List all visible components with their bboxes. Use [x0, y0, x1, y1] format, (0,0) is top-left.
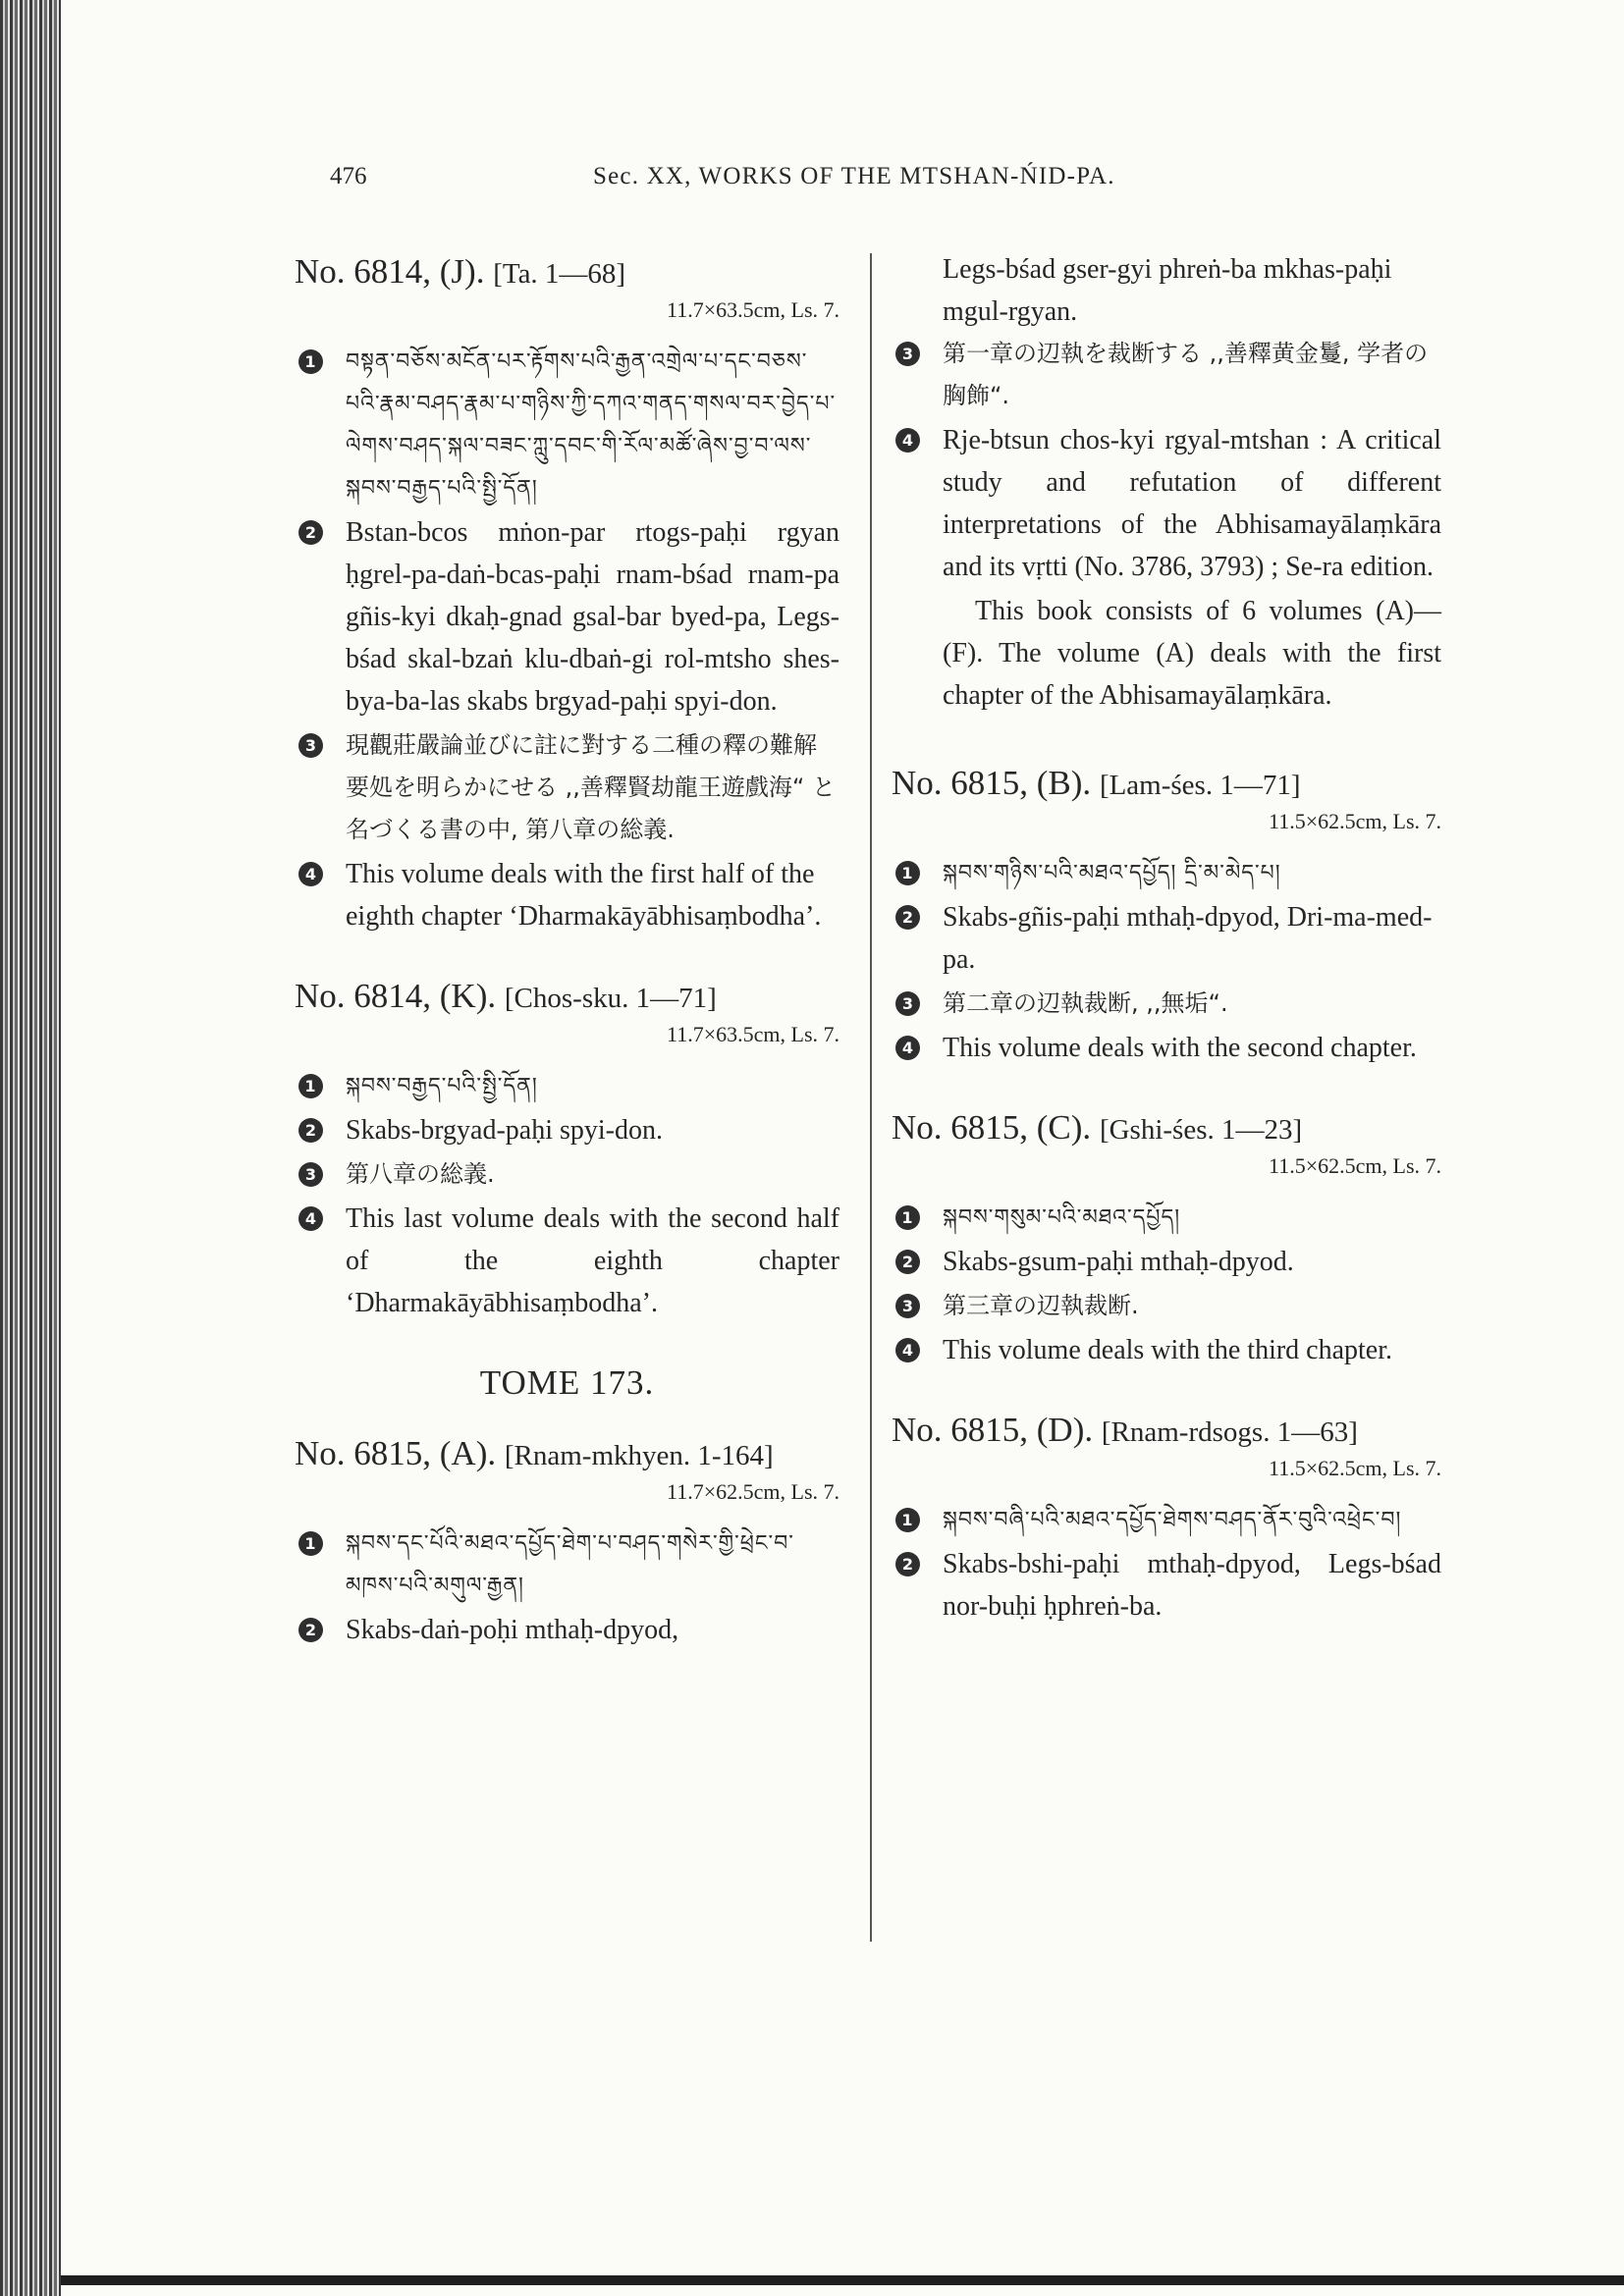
- item-number-badge: 2: [298, 520, 323, 545]
- item-number-badge: 1: [298, 349, 323, 374]
- entry-dimensions: 11.7×62.5cm, Ls. 7.: [667, 1479, 839, 1504]
- item-number-badge: 2: [298, 1618, 323, 1642]
- english-note: 4 This volume deals with the second chapter.: [892, 1027, 1441, 1069]
- item-number-badge: 2: [298, 1118, 323, 1143]
- tibetan-title: 1 སྐབས་བརྒྱད་པའི་སྤྱི་དོན།: [295, 1065, 839, 1107]
- item-number-badge: 3: [298, 733, 323, 758]
- item-number-badge: 4: [298, 862, 323, 886]
- item-number-badge: 3: [895, 342, 920, 366]
- item-number-badge: 1: [298, 1074, 323, 1098]
- entry-reference: [Lam-śes. 1—71]: [1099, 770, 1301, 801]
- book-spine-shadow: [0, 0, 61, 2296]
- entry-6814-j: [295, 250, 839, 937]
- page-bottom-edge: [61, 2275, 1624, 2285]
- entry-number: No. 6815, (A).: [295, 1434, 497, 1472]
- entry-6815-c: [892, 1106, 1441, 1371]
- column-divider: [870, 253, 872, 1942]
- entry-heading: [892, 1106, 1441, 1151]
- entry-heading: [892, 1409, 1441, 1454]
- tome-heading: TOME 173.: [479, 1363, 655, 1402]
- japanese-title: 3 第八章の総義.: [295, 1153, 839, 1196]
- japanese-title: 3 現觀莊嚴論並びに註に對する二種の釋の難解要処を明らかにせる ,,善釋賢劫龍王遊戲海“ と名づくる書の中, 第八章の総義.: [295, 724, 839, 851]
- item-number-badge: 4: [895, 1036, 920, 1060]
- entry-heading: [295, 1432, 839, 1477]
- entry-6815-b: [892, 762, 1441, 1069]
- entry-number: No. 6815, (B).: [892, 764, 1092, 802]
- running-header: Sec. XX, WORKS OF THE MTSHAN-ŃID-PA.: [593, 163, 1115, 189]
- item-number-badge: 3: [895, 991, 920, 1016]
- english-note: 4 Rje-btsun chos-kyi rgyal-mtshan : A critical study and refutation of different interpretations of the Abhisamayālaṃkāra and its vṛtti (No. 3786, 3793) ; Se-ra edition.: [892, 419, 1441, 588]
- romanized-title: 2 Skabs-bshi-paḥi mthaḥ-dpyod, Legs-bśad nor-buḥi ḥphreṅ-ba.: [892, 1543, 1441, 1628]
- item-number-badge: 4: [895, 428, 920, 453]
- english-note: 4 This volume deals with the first half of the eighth chapter ‘Dharmakāyābhisaṃbodha’.: [295, 853, 839, 937]
- romanized-title: 2 Skabs-daṅ-poḥi mthaḥ-dpyod,: [295, 1609, 839, 1651]
- entry-reference: [Rnam-rdsogs. 1—63]: [1101, 1416, 1358, 1448]
- romanized-title: 2 Skabs-brgyad-paḥi spyi-don.: [295, 1109, 839, 1151]
- entry-number: No. 6814, (J).: [295, 252, 485, 291]
- entry-heading: [295, 250, 839, 295]
- entry-number: No. 6815, (D).: [892, 1411, 1094, 1449]
- entry-6815-d: [892, 1409, 1441, 1628]
- volume-description: This book consists of 6 volumes (A)—(F). The volume (A) deals with the first chapter of the Abhisamayālaṃkāra.: [943, 596, 1441, 711]
- entry-number: No. 6814, (K).: [295, 977, 497, 1015]
- entry-reference: [Chos-sku. 1—71]: [504, 983, 717, 1014]
- entry-heading: [295, 975, 839, 1020]
- entry-6814-k: [295, 975, 839, 1324]
- left-column: [295, 250, 839, 1653]
- item-number-badge: 2: [895, 1552, 920, 1576]
- entry-dimensions: 11.5×62.5cm, Ls. 7.: [1269, 1153, 1441, 1178]
- japanese-title: 3 第二章の辺執裁断, ,,無垢“.: [892, 983, 1441, 1025]
- item-number-badge: 1: [895, 1205, 920, 1230]
- entry-reference: [Gshi-śes. 1—23]: [1099, 1114, 1303, 1146]
- item-number-badge: 2: [895, 905, 920, 930]
- item-number-badge: 4: [298, 1206, 323, 1231]
- item-number-badge: 2: [895, 1250, 920, 1274]
- english-note: 4 This last volume deals with the second half of the eighth chapter ‘Dharmakāyābhisaṃbodha’.: [295, 1198, 839, 1324]
- romanized-title: 2 Skabs-gsum-paḥi mthaḥ-dpyod.: [892, 1241, 1441, 1283]
- item-number-badge: 3: [298, 1162, 323, 1187]
- entry-heading: [892, 762, 1441, 807]
- item-number-badge: 1: [895, 861, 920, 885]
- entry-reference: [Rnam-mkhyen. 1-164]: [504, 1440, 774, 1471]
- entry-number: No. 6815, (C).: [892, 1108, 1092, 1147]
- romanized-title: 2 Skabs-gñis-paḥi mthaḥ-dpyod, Dri-ma-med-pa.: [892, 896, 1441, 981]
- item-number-badge: 1: [895, 1508, 920, 1532]
- entry-dimensions: 11.5×62.5cm, Ls. 7.: [1269, 1456, 1441, 1480]
- japanese-title: 3 第一章の辺執を裁断する ,,善釋黄金鬘, 学者の胸飾“.: [892, 333, 1441, 417]
- tibetan-title: 1 སྐབས་གསུམ་པའི་མཐའ་དཔྱོད།: [892, 1197, 1441, 1239]
- tibetan-title: 1 སྐབས་གཉིས་པའི་མཐའ་དཔྱོད། དྲི་མ་མེད་པ།: [892, 852, 1441, 894]
- page-number: 476: [330, 163, 367, 189]
- japanese-title: 3 第三章の辺執裁断.: [892, 1285, 1441, 1327]
- entry-dimensions: 11.7×63.5cm, Ls. 7.: [667, 1022, 839, 1046]
- entry-dimensions: 11.7×63.5cm, Ls. 7.: [667, 297, 839, 322]
- entry-6815-a: [295, 1432, 839, 1651]
- entry-6815-a-continued: [892, 248, 1441, 717]
- item-number-badge: 1: [298, 1531, 323, 1556]
- english-note: 4 This volume deals with the third chapter.: [892, 1329, 1441, 1371]
- tibetan-title: 1 སྐབས་དང་པོའི་མཐའ་དཔྱོད་ཐེག་པ་བཤད་གསེར་གྱི་ཕྲེང་བ་མཁས་པའི་མགུལ་རྒྱན།: [295, 1522, 839, 1607]
- item-number-badge: 4: [895, 1338, 920, 1362]
- entry-dimensions: 11.5×62.5cm, Ls. 7.: [1269, 809, 1441, 833]
- romanized-title: 2 Bstan-bcos mṅon-par rtogs-paḥi rgyan ḥgrel-pa-daṅ-bcas-paḥi rnam-bśad rnam-pa gñis-kyi dkaḥ-gnad gsal-bar byed-pa, Legs-bśad skal-bzaṅ klu-dbaṅ-gi rol-mtsho shes-bya-ba-las skabs brgyad-paḥi spyi-don.: [295, 511, 839, 722]
- tibetan-title: 1 སྐབས་བཞི་པའི་མཐའ་དཔྱོད་ཐེགས་བཤད་ནོར་བུའི་འཕྲེང་བ།: [892, 1499, 1441, 1541]
- entry-reference: [Ta. 1—68]: [493, 258, 626, 290]
- romanized-title-continued: Legs-bśad gser-gyi phreṅ-ba mkhas-paḥi mgul-rgyan.: [943, 254, 1392, 327]
- tibetan-title: 1 བསྟན་བཅོས་མངོན་པར་རྟོགས་པའི་རྒྱན་འགྲེལ་པ་དང་བཅས་པའི་རྣམ་བཤད་རྣམ་པ་གཉིས་ཀྱི་དཀའ་གནད་གསལ་བར་བྱེད་པ་ལེགས་བཤད་སྐལ་བཟང་ཀླུ་དབང་གི་རོལ་མཚོ་ཞེས་བྱ་བ་ལས་སྐབས་བརྒྱད་པའི་སྤྱི་དོན།: [295, 341, 839, 509]
- item-number-badge: 3: [895, 1294, 920, 1318]
- right-column: [892, 250, 1441, 1629]
